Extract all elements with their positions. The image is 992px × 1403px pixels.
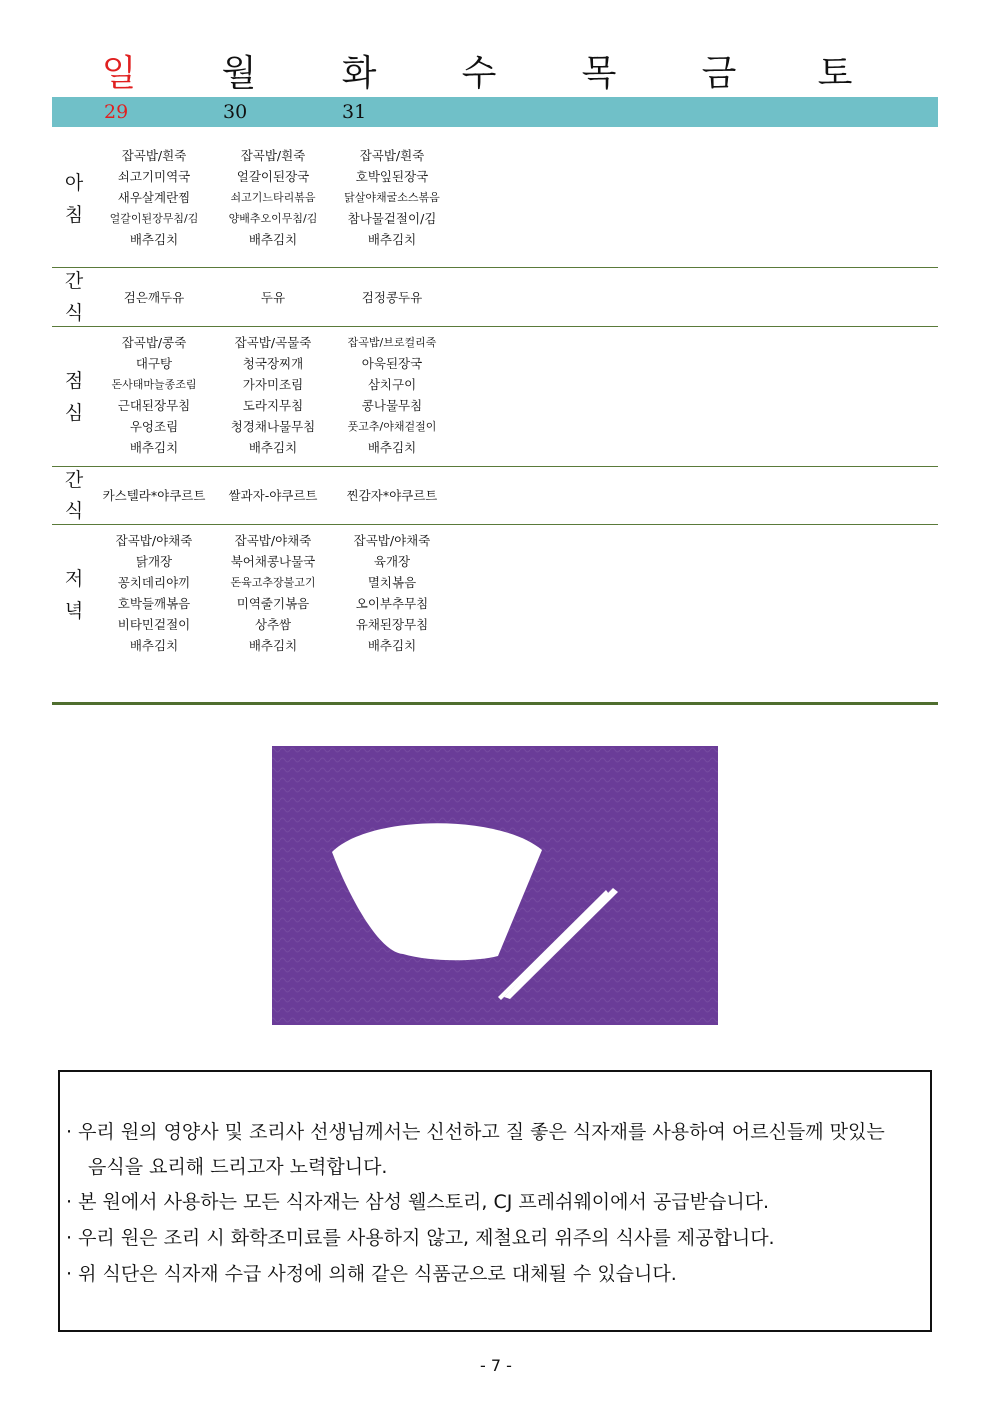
snack2-tue: 찐감자*야쿠르트 xyxy=(346,488,438,503)
menu-item: 잡곡밥/야채죽 xyxy=(353,533,431,548)
menu-item: 배추김치 xyxy=(367,232,417,247)
snack2-label-2: 식 xyxy=(64,500,84,522)
snack1-label-2: 식 xyxy=(64,302,84,324)
menu-item: 육개장 xyxy=(373,554,411,569)
date-tue: 31 xyxy=(342,101,367,123)
menu-item: 새우살계란찜 xyxy=(117,190,191,205)
menu-item: 북어채콩나물국 xyxy=(230,554,316,569)
menu-item: 풋고추/야채겉절이 xyxy=(347,420,437,433)
menu-item: 배추김치 xyxy=(248,638,298,653)
row-divider xyxy=(52,466,938,467)
menu-item: 호박들깨볶음 xyxy=(117,596,191,611)
day-header-sat: 토 xyxy=(817,53,853,94)
menu-item: 가자미조림 xyxy=(242,377,304,392)
menu-item: 잡곡밥/야채죽 xyxy=(234,533,312,548)
menu-item: 쇠고기느타리볶음 xyxy=(230,191,316,204)
snack1-sun: 검은깨두유 xyxy=(123,290,185,305)
day-header-sun: 일 xyxy=(101,53,137,94)
breakfast-tue xyxy=(322,145,462,250)
menu-item: 잡곡밥/곡물죽 xyxy=(234,335,312,350)
menu-item: 배추김치 xyxy=(129,638,179,653)
menu-item: 잡곡밥/흰죽 xyxy=(240,148,306,163)
date-bar xyxy=(52,97,938,127)
menu-item: 배추김치 xyxy=(248,232,298,247)
snack2-mon: 쌀과자-야쿠르트 xyxy=(228,488,318,503)
lunch-tue xyxy=(322,332,462,458)
snack2-sun: 카스텔라*야쿠르트 xyxy=(102,488,206,503)
menu-item: 비타민겉절이 xyxy=(117,617,191,632)
menu-item: 근대된장무침 xyxy=(117,398,191,413)
menu-item: 닭살야채굴소스볶음 xyxy=(344,191,440,204)
row-divider xyxy=(52,267,938,268)
bowl-chopsticks-icon xyxy=(270,744,720,1029)
day-header-tue: 화 xyxy=(341,53,377,94)
menu-item: 멸치볶음 xyxy=(367,575,417,590)
menu-item: 잡곡밥/흰죽 xyxy=(121,148,187,163)
menu-item: 대구탕 xyxy=(135,356,173,371)
lunch-label-1: 점 xyxy=(64,370,84,392)
menu-item: 양배추오이무침/김 xyxy=(228,212,318,225)
menu-item: 우엉조림 xyxy=(129,419,179,434)
snack2-label-1: 간 xyxy=(64,469,84,491)
menu-item: 참나물겉절이/김 xyxy=(347,211,437,226)
notice-line: · 우리 원의 영양사 및 조리사 선생님께서는 신선하고 질 좋은 식자재를 사용하여 어르신들께 맛있는 xyxy=(66,1121,885,1143)
menu-item: 쇠고기미역국 xyxy=(117,169,191,184)
menu-item: 돈사태마늘종조림 xyxy=(111,378,197,391)
day-header-fri: 금 xyxy=(701,53,737,94)
snack1-label-1: 간 xyxy=(64,270,84,292)
bowl-chopsticks-illustration xyxy=(270,744,720,1029)
menu-item: 청경채나물무침 xyxy=(230,419,316,434)
row-divider xyxy=(52,326,938,327)
menu-item: 상추쌈 xyxy=(254,617,292,632)
menu-item: 호박잎된장국 xyxy=(355,169,429,184)
day-header-wed: 수 xyxy=(461,53,497,94)
menu-item: 얼갈이된장무침/김 xyxy=(109,212,199,225)
menu-item: 오이부추무침 xyxy=(355,596,429,611)
snack1-mon: 두유 xyxy=(260,290,286,305)
lunch-label-2: 심 xyxy=(64,402,84,424)
menu-item: 삼치구이 xyxy=(367,377,417,392)
menu-item: 배추김치 xyxy=(367,638,417,653)
date-mon: 30 xyxy=(223,101,248,123)
dinner-label-1: 저 xyxy=(64,568,84,590)
menu-item: 배추김치 xyxy=(248,440,298,455)
menu-item: 잡곡밥/콩죽 xyxy=(121,335,187,350)
menu-item: 도라지무침 xyxy=(242,398,304,413)
dinner-tue xyxy=(322,530,462,656)
breakfast-label-1: 아 xyxy=(64,172,84,194)
menu-item: 돈육고추장불고기 xyxy=(230,576,316,589)
menu-item: 잡곡밥/브로컬리죽 xyxy=(347,336,437,349)
date-sun: 29 xyxy=(104,101,129,123)
menu-item: 얼갈이된장국 xyxy=(236,169,310,184)
menu-item: 닭개장 xyxy=(135,554,173,569)
day-header-mon: 월 xyxy=(221,53,257,94)
menu-item: 잡곡밥/흰죽 xyxy=(359,148,425,163)
dinner-label-2: 녁 xyxy=(64,600,84,622)
breakfast-label-2: 침 xyxy=(64,204,84,226)
notice-line: · 본 원에서 사용하는 모든 식자재는 삼성 웰스토리, CJ 프레쉬웨이에서 공급받습니다. xyxy=(66,1191,770,1213)
menu-item: 콩나물무침 xyxy=(361,398,423,413)
menu-item: 꽁치데리야끼 xyxy=(117,575,191,590)
row-divider xyxy=(52,524,938,525)
menu-item: 잡곡밥/야채죽 xyxy=(115,533,193,548)
notice-line: · 우리 원은 조리 시 화학조미료를 사용하지 않고, 제철요리 위주의 식사를 제공합니다. xyxy=(66,1227,775,1249)
menu-item: 유채된장무침 xyxy=(355,617,429,632)
menu-item: 아욱된장국 xyxy=(361,356,423,371)
notice-line: · 위 식단은 식자재 수급 사정에 의해 같은 식품군으로 대체될 수 있습니다. xyxy=(66,1263,677,1285)
day-header-thu: 목 xyxy=(581,53,617,94)
menu-item: 청국장찌개 xyxy=(242,356,304,371)
menu-item: 미역줄기볶음 xyxy=(236,596,310,611)
menu-item: 배추김치 xyxy=(367,440,417,455)
menu-bottom-rule xyxy=(52,702,938,705)
snack1-tue: 검정콩두유 xyxy=(361,290,423,305)
menu-item: 배추김치 xyxy=(129,232,179,247)
page-number: - 7 - xyxy=(480,1356,512,1375)
menu-item: 배추김치 xyxy=(129,440,179,455)
notice-line: 음식을 요리해 드리고자 노력합니다. xyxy=(88,1156,388,1178)
